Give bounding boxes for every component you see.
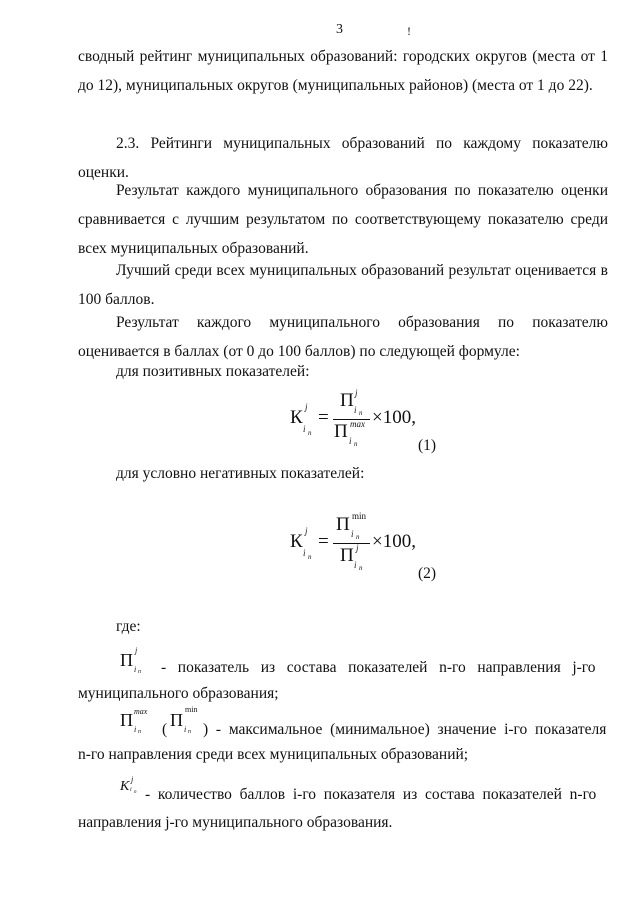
formula-1-equals: = — [318, 407, 329, 428]
where-label: где: — [116, 618, 141, 635]
definition-1-text: - показатель из состава показателей n-го направления j-го — [161, 659, 596, 676]
formula-1-lhs-sub: i — [303, 424, 306, 434]
page-mark: ! — [407, 24, 411, 38]
formula-2-den-sub: i — [354, 560, 357, 570]
formula-1 — [290, 388, 470, 462]
definition-2-text: ) - максимальное (минимальное) значение i-го показателя — [203, 721, 607, 738]
formula-1-num-subsub: n — [359, 409, 363, 417]
formula-1-tail: ×100, — [372, 407, 416, 428]
definition-3-text-cont: направления j-го муниципального образования. — [78, 814, 393, 831]
formula-1-den-sup: max — [350, 419, 365, 429]
formula-2-num-subsub: n — [356, 533, 360, 541]
formula-1-lhs-sup: j — [305, 402, 308, 412]
definition-2-symbol-min: П — [170, 710, 183, 730]
paragraph-formula-intro: Результат каждого муниципального образования по показателю оценивается в баллах (от 0 до 100 баллов) по следующей формуле: — [78, 314, 608, 360]
definition-1-subsub: n — [138, 669, 141, 675]
formula-2-number: (2) — [418, 565, 437, 582]
formula-2-tail: ×100, — [372, 531, 416, 552]
definition-2-text-cont: n-го направления среди всех муниципальных образований; — [78, 746, 469, 763]
formula-2-lhs-sub: i — [303, 548, 306, 558]
definition-1-sup: j — [135, 646, 138, 655]
formula-1-denominator: П — [334, 421, 348, 442]
formula-1-number: (1) — [418, 437, 437, 454]
paragraph-rating-summary: сводный рейтинг муниципальных образований: городских округов (места от 1 до 12), муниципальных округов (муниципальных районов) (места от 1 до 22). — [78, 48, 608, 94]
definition-2-subsub-b: n — [188, 729, 191, 735]
formula-2-num-sup: min — [352, 511, 367, 521]
formula-2-den-sup: j — [356, 543, 359, 553]
negative-indicators-label: для условно негативных показателей: — [116, 465, 365, 482]
page-number: 3 — [336, 22, 343, 37]
formula-1-den-sub: i — [349, 436, 352, 446]
definition-2-sub: i — [134, 725, 137, 734]
definition-3-subsub: n — [134, 790, 137, 795]
formula-1-num-sub: i — [354, 405, 357, 415]
formula-1-lhs-subsub: n — [308, 429, 312, 437]
formula-1-den-subsub: n — [354, 440, 358, 448]
formula-2-numerator: П — [336, 514, 350, 535]
formula-1-numerator: П — [340, 390, 354, 411]
definition-3-sub: i — [130, 787, 132, 793]
formula-1-num-sup: j — [355, 388, 358, 398]
formula-2-equals: = — [318, 531, 329, 552]
definition-1-sub: i — [134, 665, 137, 674]
definition-2-subsub: n — [138, 729, 141, 735]
definition-3-sup: j — [131, 775, 134, 784]
definition-2-sub-b: i — [184, 725, 187, 734]
definition-3-text: - количество баллов i-го показателя из состава показателей n-го — [145, 786, 597, 803]
definition-2-sup-min: min — [185, 705, 198, 714]
definition-2-symbol-max: П — [120, 710, 133, 730]
definition-1-symbol: П — [120, 650, 133, 670]
formula-2-lhs: К — [290, 531, 303, 552]
definition-2-sup-max: max — [134, 707, 148, 716]
formula-2-denominator: П — [340, 545, 354, 566]
definition-2-paren-open: ( — [162, 721, 168, 738]
paragraph-section-2-3: 2.3. Рейтинги муниципальных образований по каждому показателю оценки. — [78, 135, 608, 181]
positive-indicators-label: для позитивных показателей: — [116, 363, 310, 380]
formula-2-fraction-line — [333, 543, 370, 544]
formula-2 — [290, 511, 470, 586]
formula-2-lhs-subsub: n — [308, 553, 312, 561]
paragraph-result-comparison: Результат каждого муниципального образования по показателю оценки сравнивается с лучшим результатом по соответствующему показателю среди всех муниципальных образований. — [78, 182, 608, 257]
definition-3-symbol: K — [120, 779, 130, 794]
formula-2-num-sub: i — [351, 529, 354, 539]
paragraph-best-result: Лучший среди всех муниципальных образований результат оценивается в 100 баллов. — [78, 262, 608, 308]
formula-1-lhs: К — [290, 407, 303, 428]
formula-2-den-subsub: n — [359, 564, 363, 572]
formula-2-lhs-sup: j — [305, 526, 308, 536]
definition-1-text-cont: муниципального образования; — [78, 685, 279, 702]
